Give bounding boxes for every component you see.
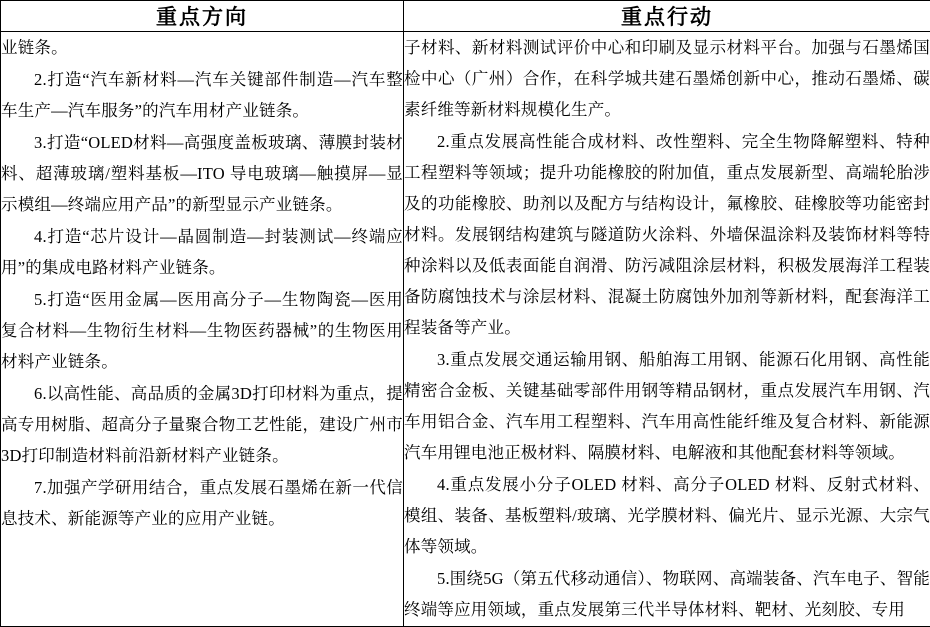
paragraph: 子材料、新材料测试评价中心和印刷及显示材料平台。加强与石墨烯国检中心（广州）合作，在科学城共建石墨烯创新中心，推动石墨烯、碳素纤维等新材料规模化生产。	[404, 32, 930, 125]
paragraph: 2.打造“汽车新材料—汽车关键部件制造—汽车整车生产—汽车服务”的汽车用材产业链条。	[1, 64, 403, 126]
header-key-actions: 重点行动	[404, 1, 930, 32]
paragraph: 3.重点发展交通运输用钢、船舶海工用钢、能源石化用钢、高性能精密合金板、关键基础零部件用钢等精品钢材，重点发展汽车用钢、汽车用铝合金、汽车用工程塑料、汽车用高性能纤维及复合材料、新能源汽车用锂电池正极材料、隔膜材料、电解液和其他配套材料等领域。	[404, 344, 930, 468]
paragraph: 业链条。	[1, 32, 403, 63]
paragraph: 5.打造“医用金属—医用高分子—生物陶瓷—医用复合材料—生物衍生材料—生物医药器械”的生物医用材料产业链条。	[1, 284, 403, 377]
paragraph: 6.以高性能、高品质的金属3D打印材料为重点，提高专用树脂、超高分子量聚合物工艺性能，建设广州市3D打印制造材料前沿新材料产业链条。	[1, 378, 403, 471]
header-key-directions: 重点方向	[1, 1, 404, 32]
paragraph: 4.打造“芯片设计—晶圆制造—封装测试—终端应用”的集成电路材料产业链条。	[1, 221, 403, 283]
paragraph: 2.重点发展高性能合成材料、改性塑料、完全生物降解塑料、特种工程塑料等领域；提升功能橡胶的附加值，重点发展新型、高端轮胎涉及的功能橡胶、助剂以及配方与结构设计，氟橡胶、硅橡胶等功能密封材料。发展钢结构建筑与隧道防火涂料、外墙保温涂料及装饰材料等特种涂料以及低表面能自润滑、防污减阻涂层材料，积极发展海洋工程装备防腐蚀技术与涂层材料、混凝土防腐蚀外加剂等新材料，配套海洋工程装备等产业。	[404, 126, 930, 343]
paragraph: 3.打造“OLED材料—高强度盖板玻璃、薄膜封装材料、超薄玻璃/塑料基板—ITO 导电玻璃—触摸屏—显示模组—终端应用产品”的新型显示产业链条。	[1, 127, 403, 220]
cell-key-directions	[1, 32, 404, 627]
paragraph: 5.围绕5G（第五代移动通信）、物联网、高端装备、汽车电子、智能终端等应用领域，重点发展第三代半导体材料、靶材、光刻胶、专用	[404, 563, 930, 625]
cell-key-actions	[404, 32, 930, 627]
table-body-row	[1, 32, 930, 627]
paragraph: 7.加强产学研用结合，重点发展石墨烯在新一代信息技术、新能源等产业的应用产业链。	[1, 472, 403, 534]
table-header-row	[1, 1, 930, 32]
paragraph: 4.重点发展小分子OLED 材料、高分子OLED 材料、反射式材料、模组、装备、基板塑料/玻璃、光学膜材料、偏光片、显示光源、大宗气体等领域。	[404, 469, 930, 562]
